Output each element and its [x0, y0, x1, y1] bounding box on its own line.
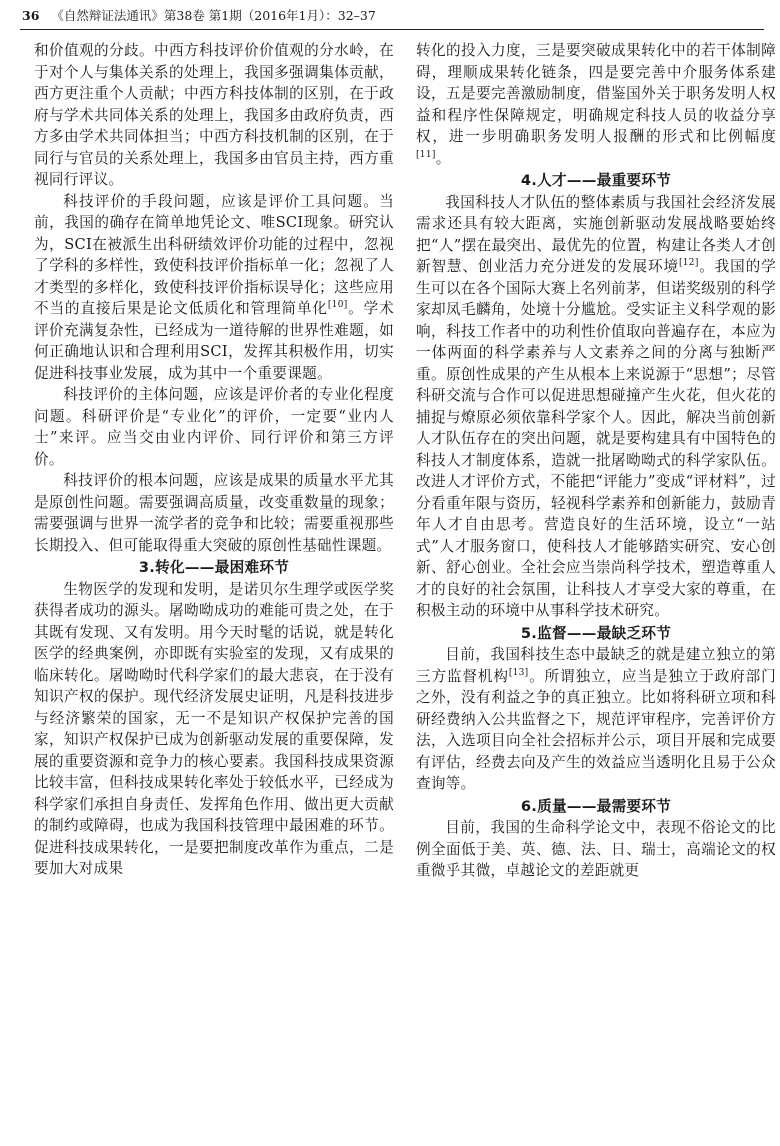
paragraph: 科技评价的主体问题，应该是评价者的专业化程度问题。科研评价是“专业化”的评价，一定要“业内人士”来评。应当交由业内评价、同行评价和第三方评价。	[34, 386, 394, 468]
section-heading: 3.转化——最困难环节	[138, 559, 290, 576]
paragraph	[416, 192, 776, 622]
right-column	[416, 40, 776, 882]
header-rule	[20, 29, 764, 30]
citation: [12]	[678, 258, 699, 268]
paragraph	[416, 644, 776, 795]
page-number: 36	[22, 8, 40, 23]
section-heading: 5.监督——最缺乏环节	[520, 624, 672, 642]
paragraph-text: 。我国的学生可以在各个国际大赛上名列前茅，但诺奖级别的科学家却凤毛麟角，处境十分尴尬。受实证主义科学观的影响，科技工作者中的功利性价值取向普遍存在，本应为一体两面的科学素养与人文素养之间的分离与独断严重。原创性成果的产生从根本上来说源于“思想”；尽管科研交流与合作可以促进思想碰撞产生火花，但火花的捕捉与燎原必须依靠科学家个人。因此，解决当前创新人才队伍存在的突出问题，就是要构建具有中国特色的科技人才制度体系，造就一批屠呦呦式的科学家队伍。改进人才评价方式，不能把“评能力”变成“评材料”，过分看重年限与资历，轻视科学素养和创新能力，鼓励青年人才自由思考。营造良好的生活环境，设立“一站式”人才服务窗口，使科技人才能够踏实研究、安心创新、舒心创业。全社会应当崇尚科学技术，塑造尊重人才的良好的社会氛围，让科技人才享受大家的尊重，在积极主动的环境中从事科学技术研究。	[416, 258, 776, 619]
citation: [10]	[327, 300, 348, 310]
paragraph-text: 我国科技人才队伍的整体素质与我国社会经济发展需求还具有较大距离，实施创新驱动发展战略要始终把“人”摆在最突出、最优先的位置，构建让各类人才创新智慧、创业活力充分迸发的发展环境	[416, 193, 776, 275]
journal-info: 《自然辩证法通讯》第38卷 第1期（2016年1月）：32–37	[51, 8, 376, 23]
paragraph: 生物医学的发现和发明，是诺贝尔生理学或医学奖获得者成功的源头。屠呦呦成功的难能可贵之处，在于其既有发现、又有发明。用今天时髦的话说，就是转化医学的经典案例，亦即既有实验室的发现，又有成果的临床转化。屠呦呦时代科学家们的最大悲哀，在于没有知识产权的保护。现代经济发展史证明，凡是科技进步与经济繁荣的国家，无一不是知识产权保护完善的国家，知识产权保护已成为创新驱动发展的重要保障，发展的重要资源和竞争力的核心要素。我国科技成果资源比较丰富，但科技成果转化率处于较低水平，已经成为科学家们承担自身责任、发挥角色作用、做出更大贡献的制约或障碍，也成为我国科技管理中最困难的环节。促进科技成果转化，一是要把制度改革作为重点，二是要加大对成果	[34, 580, 394, 877]
section-heading: 4.人才——最重要环节	[520, 172, 672, 189]
paragraph-text: 目前，我国科技生态中最缺乏的就是建立独立的第三方监督机构	[416, 646, 776, 685]
citation: [13]	[508, 667, 529, 678]
paragraph-text: 。学术评价充满复杂性，已经成为一道待解的世界性难题，如何正确地认识和合理利用SCI，发挥其积极作用，切实促进科技事业发展，成为其中一个重要课题。	[34, 300, 394, 382]
paragraph-text: 。	[435, 149, 451, 167]
left-column	[34, 40, 394, 880]
paragraph-text: 转化的投入力度，三是要突破成果转化中的若干体制障碍，理顺成果转化链条，四是要完善中介服务体系建设，五是要完善激励制度，借鉴国外关于职务发明人权益和程序性保障规定，明确规定科技人员的收益分享权，进一步明确职务发明人报酬的形式和比例幅度	[416, 42, 776, 145]
running-header	[22, 6, 762, 26]
paragraph	[34, 191, 394, 385]
citation: [11]	[416, 149, 436, 160]
paragraph: 科技评价的根本问题，应该是成果的质量水平尤其是原创性问题。需要强调高质量，改变重数量的现象；需要强调与世界一流学者的竞争和比较；需要重视那些长期投入、但可能取得重大突破的原创性基础性课题。	[34, 472, 394, 554]
paragraph	[416, 40, 776, 169]
paragraph: 目前，我国的生命科学论文中，表现不俗论文的比例全面低于美、英、德、法、日、瑞士，高端论文的权重微乎其微，卓越论文的差距就更	[416, 819, 776, 879]
section-heading: 6.质量——最需要环节	[520, 797, 672, 815]
paragraph-text: 。所谓独立，应当是独立于政府部门之外，没有利益之争的真正独立。比如将科研立项和科研经费纳入公共监督之下，规范评审程序，完善评价方法，入选项目向全社会招标并公示，项目开展和完成要有评估，经费去向及产生的效益应当透明化且易于公众查询等。	[416, 667, 776, 792]
paragraph-text: 科技评价的手段问题，应该是评价工具问题。当前，我国的确存在简单地凭论文、唯SCI现象。研究认为，SCI在被派生出科研绩效评价功能的过程中，忽视了学科的多样性，致使科技评价指标单一化；忽视了人才类型的多样化，致使科技评价指标误导化；这些应用不当的直接后果是论文低质化和管理简单化	[34, 192, 394, 317]
paragraph: 和价值观的分歧。中西方科技评价价值观的分水岭，在于对个人与集体关系的处理上，我国多强调集体贡献，西方更注重个人贡献；中西方科技体制的区别，在于政府与学术共同体关系的处理上，我国多由政府负责，西方多由学术共同体担当；中西方科技机制的区别，在于同行与官员的关系处理上，我国多由官员主持，西方重视同行评议。	[34, 42, 394, 188]
